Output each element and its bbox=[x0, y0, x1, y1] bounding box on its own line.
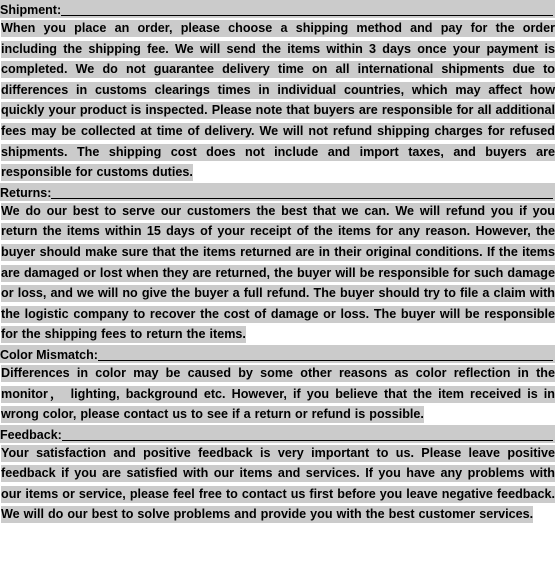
returns-section bbox=[0, 183, 555, 345]
color-mismatch-heading-rule bbox=[98, 360, 553, 361]
feedback-body bbox=[0, 443, 555, 525]
color-mismatch-heading: Color Mismatch: bbox=[0, 347, 98, 362]
feedback-heading-row bbox=[0, 425, 555, 443]
returns-body-text: We do our best to serve our customers the best that we can. We will refund you if you return the items within 15 days of your receipt of the items for any reason. However, the buyer should make sure that the items returned are in their original conditions. If the items are damaged or lost when they are returned, the buyer will be responsible for such damage or loss, and we will no give the buyer a full refund. The buyer should try to file a claim with the logistic company to recover the cost of damage or loss. The buyer will be responsible for the shipping fees to return the items. bbox=[1, 203, 555, 342]
shipment-heading-row bbox=[0, 0, 555, 18]
returns-body bbox=[0, 201, 555, 345]
returns-heading-row bbox=[0, 183, 555, 201]
returns-heading: Returns: bbox=[0, 185, 52, 200]
color-mismatch-heading-row bbox=[0, 345, 555, 363]
feedback-body-text: Your satisfaction and positive feedback is very important to us. Please leave positive feedback if you are satisfied with our items and services. If you have any problems with our items or service, please feel free to contact us first before you leave negative feedback. We will do our best to solve problems and provide you with the best customer services. bbox=[1, 445, 555, 522]
shipment-body bbox=[0, 18, 555, 183]
shipment-heading: Shipment: bbox=[0, 3, 62, 17]
shipment-heading-rule bbox=[61, 15, 553, 16]
shipment-body-text: When you place an order, please choose a shipping method and pay for the order including the shipping fee. We will send the items within 3 days once your payment is completed. We do not guarantee delivery time on all international shipments due to differences in customs clearings times in individual countries, which may affect how quickly your product is inspected. Please note that buyers are responsible for all additional fees may be collected at time of delivery. We will not refund shipping charges for refused shipments. The shipping cost does not include and import taxes, and buyers are responsible for customs duties. bbox=[1, 21, 555, 180]
feedback-heading-rule bbox=[62, 440, 553, 441]
feedback-section bbox=[0, 425, 555, 525]
color-mismatch-section bbox=[0, 345, 555, 425]
color-mismatch-body-text: Differences in color may be caused by some other reasons as color reflection in the monitor， lighting, background etc. However, if you believe that the item received is in wrong color, please contact us to see if a return or refund is possible. bbox=[1, 365, 555, 422]
feedback-heading: Feedback: bbox=[0, 427, 62, 442]
returns-heading-rule bbox=[51, 198, 553, 199]
shipment-section bbox=[0, 0, 555, 183]
color-mismatch-body bbox=[0, 363, 555, 425]
